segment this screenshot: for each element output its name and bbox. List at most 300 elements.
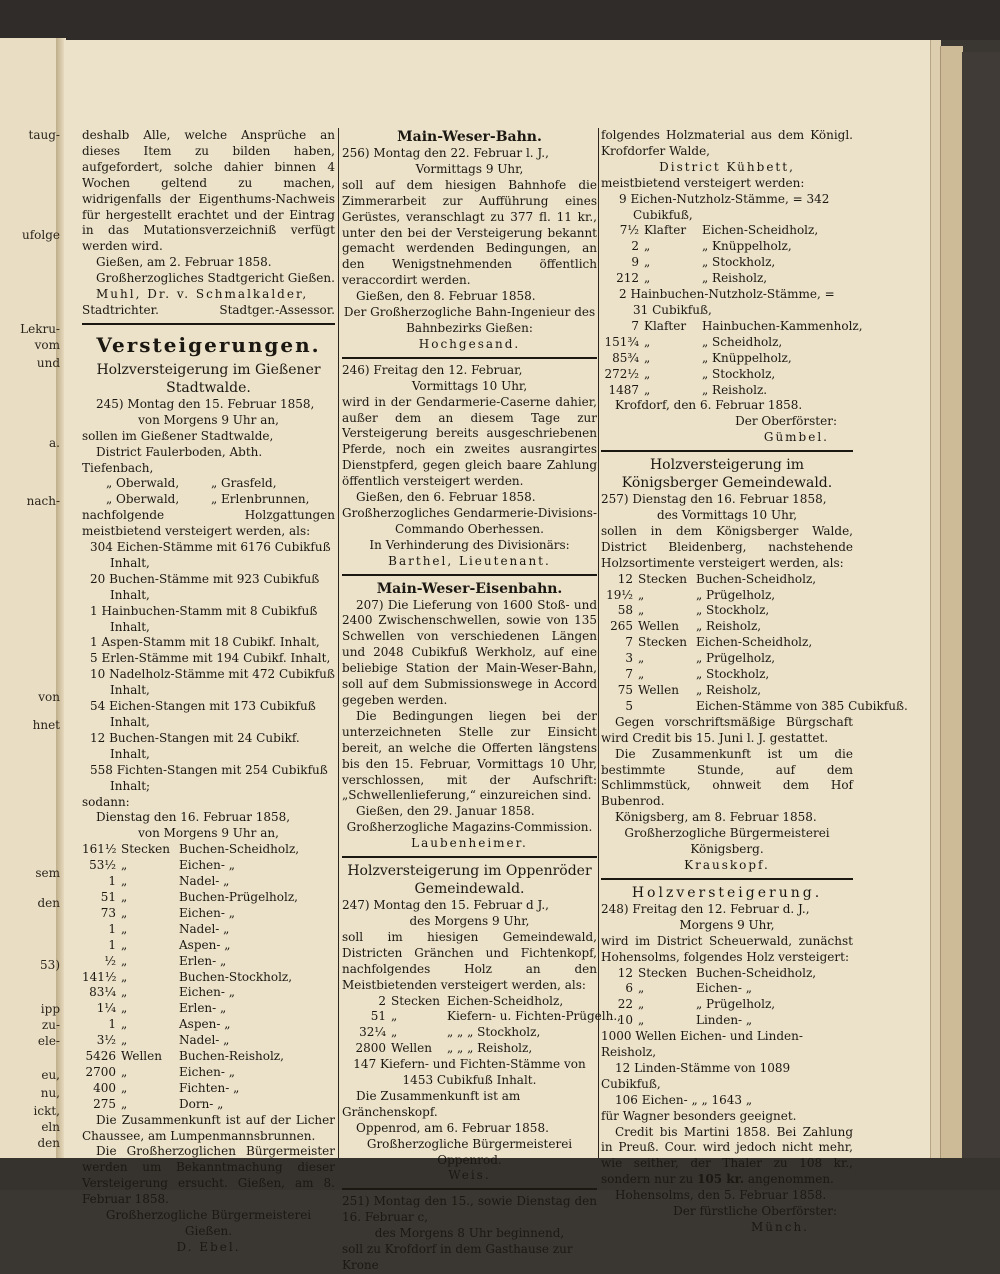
row-quantity: 5 <box>625 698 633 713</box>
notice-heading: Holzversteigerung im Königsberger Gemeindewald. <box>621 457 833 492</box>
notice-signature: Münch. <box>750 1220 809 1234</box>
row-quantity: 2800 <box>355 1041 386 1056</box>
timber-table <box>342 993 621 1058</box>
margin-fragment: den <box>37 1136 60 1150</box>
row-description: Buchen-Scheidholz, <box>696 571 817 586</box>
table-row <box>601 255 853 271</box>
district-b: „ Erlenbrunnen, <box>211 492 310 507</box>
notice-line: des Morgens 8 Uhr beginnend, <box>374 1226 565 1241</box>
row-quantity: 6 <box>625 981 633 996</box>
row-unit: „ <box>644 255 651 270</box>
row-description: Dorn- „ <box>179 1096 224 1111</box>
row-description: Eichen- „ <box>179 858 235 873</box>
section-rule <box>342 1188 597 1190</box>
notice-line <box>82 476 335 492</box>
margin-fragment: eln <box>41 1120 60 1134</box>
notice-text: Die Großherzoglichen Bürgermeister werden um Bekanntmachung dieser Versteigerung ersucht. Gießen, am 8. Februar 1858. <box>82 1144 335 1207</box>
page-edge-stack <box>940 46 963 1158</box>
row-quantity: 2 <box>631 239 639 254</box>
table-row <box>601 318 863 335</box>
row-description: Eichen-Stämme von 385 Cubikfuß. <box>696 698 908 713</box>
row-quantity: 53½ <box>89 858 116 873</box>
table-row <box>82 954 335 970</box>
list-item: 1 Aspen-Stamm mit 18 Cubikf. Inhalt, <box>90 635 320 650</box>
margin-fragment: zu- <box>41 1018 60 1032</box>
notice-text: wird im District Scheuerwald, zunächst Hohensolms, folgendes Holz versteigert: <box>601 933 853 964</box>
row-description: Hainbuchen-Kammenholz, <box>702 318 863 333</box>
row-unit: „ <box>644 366 651 381</box>
row-quantity: 9 <box>631 255 639 270</box>
table-row <box>82 1001 335 1017</box>
row-description: „ Stockholz, <box>696 603 770 618</box>
notice-signature: Barthel, Lieutenant. <box>388 553 551 568</box>
table-row <box>601 667 853 683</box>
row-description: Nadel- „ <box>179 874 230 889</box>
section-rule <box>601 450 853 452</box>
notice-text: Die Bedingungen liegen bei der unterzeichneten Stelle zur Einsicht bereit, an welche die Offerten längstens bis den 15. Februar, Vormittags 10 Uhr, verschlossen, mit der Aufschrift: „Schwellenlieferung,“ einzureichen sind. <box>342 708 597 803</box>
row-quantity: 12 <box>617 965 633 980</box>
row-quantity: 1 <box>108 1017 116 1032</box>
row-unit: „ <box>121 905 128 920</box>
row-unit <box>633 699 690 715</box>
margin-fragment: taug- <box>28 128 60 142</box>
row-unit: Stecken <box>638 635 687 650</box>
table-row <box>82 874 335 890</box>
margin-fragment: ufolge <box>21 228 60 242</box>
table-row <box>82 1049 335 1065</box>
row-unit: „ <box>121 1033 128 1048</box>
notice-signature: Gümbel. <box>763 430 829 445</box>
table-row <box>601 588 853 604</box>
list-item: 1 Hainbuchen-Stamm mit 8 Cubikfuß Inhalt, <box>90 603 318 634</box>
table-row <box>82 858 335 874</box>
row-unit: „ <box>644 350 651 365</box>
notice-titles <box>82 303 335 319</box>
row-unit: „ <box>121 1096 128 1111</box>
table-row <box>601 351 853 367</box>
district-b: „ Grasfeld, <box>211 476 277 491</box>
row-description: „ Prügelholz, <box>696 587 776 602</box>
row-unit: „ <box>391 1009 398 1024</box>
row-quantity: 265 <box>610 619 633 634</box>
notice-heading: Holzversteigerung im Gießener Stadtwalde. <box>96 361 321 396</box>
column-1 <box>82 128 335 1256</box>
timber-table <box>601 966 853 1030</box>
row-description: „ Reisholz, <box>696 619 762 634</box>
row-unit: Klafter <box>644 318 687 333</box>
table-row <box>601 271 853 287</box>
row-unit: „ <box>121 1080 128 1095</box>
table-row <box>82 938 335 954</box>
notice-date: Gießen, den 8. Februar 1858. <box>356 289 536 304</box>
table-row <box>601 1013 853 1029</box>
timber-table <box>601 571 908 715</box>
notice-line: sollen im Gießener Stadtwalde, <box>82 428 274 443</box>
row-quantity: 12 <box>617 571 633 586</box>
table-row <box>342 1009 621 1025</box>
margin-fragment: a. <box>49 436 60 450</box>
table-row <box>601 981 853 997</box>
row-unit: „ <box>121 953 128 968</box>
row-description: Buchen-Reisholz, <box>179 1049 284 1064</box>
row-unit: „ <box>121 1064 128 1079</box>
notice-issuer: Großherzogliches Stadtgericht Gießen. <box>96 271 335 286</box>
notice-line <box>82 492 335 508</box>
table-row <box>82 842 335 858</box>
notice-heading: Main-Weser-Eisenbahn. <box>376 580 563 597</box>
notice-date: Hohensolms, den 5. Februar 1858. <box>615 1188 827 1203</box>
margin-fragment: 53) <box>40 958 60 972</box>
row-unit: „ <box>391 1025 398 1040</box>
row-quantity: 2 <box>378 993 386 1008</box>
notice-line: 1000 Wellen Eichen- und Linden-Reisholz, <box>601 1029 803 1060</box>
notice-text: sollen in dem Königsberger Walde, District Bleidenberg, nachstehende Holzsortimente versteigert werden, als: <box>601 523 853 570</box>
row-unit: „ <box>638 667 645 682</box>
row-unit: „ <box>121 874 128 889</box>
notice-heading: Main-Weser-Bahn. <box>397 129 542 145</box>
row-unit: „ <box>121 921 128 936</box>
row-quantity: 1¼ <box>96 1001 116 1016</box>
table-row <box>601 698 908 715</box>
row-unit: Stecken <box>391 993 440 1008</box>
row-quantity: 3½ <box>96 1033 116 1048</box>
notice-text <box>601 1125 853 1189</box>
margin-fragment: nach- <box>26 494 60 508</box>
row-unit: „ <box>638 603 645 618</box>
notice-line: 247) Montag den 15. Februar d J., <box>342 898 549 913</box>
row-quantity: 32¼ <box>359 1025 386 1040</box>
notice-date: Gießen, am 2. Februar 1858. <box>96 255 272 270</box>
table-row <box>601 966 853 982</box>
section-rule <box>342 357 597 359</box>
row-description: Erlen- „ <box>179 953 227 968</box>
list-item: 20 Buchen-Stämme mit 923 Cubikfuß Inhalt, <box>90 571 320 602</box>
rate-value: 105 kr. <box>697 1172 745 1187</box>
row-unit: „ <box>638 997 645 1012</box>
notice-line: des Morgens 9 Uhr, <box>409 913 530 928</box>
notice-issuer: Großherzogliches Gendarmerie-Divisions-Commando Oberhessen. <box>342 505 597 536</box>
row-quantity: 1 <box>108 937 116 952</box>
row-description: Eichen- „ <box>179 1064 235 1079</box>
row-quantity: 19½ <box>606 587 633 602</box>
section-rule <box>82 323 335 325</box>
row-unit: „ <box>644 271 651 286</box>
table-row <box>601 223 853 239</box>
margin-fragment: nu, <box>40 1086 60 1100</box>
row-quantity: 1487 <box>608 382 639 397</box>
row-description: Buchen-Prügelholz, <box>179 889 298 904</box>
table-row <box>82 1033 335 1049</box>
row-quantity: 3 <box>625 651 633 666</box>
row-quantity: 10 <box>617 1013 633 1028</box>
row-quantity: 272½ <box>604 366 639 381</box>
timber-list <box>82 540 335 795</box>
notice-issuer: Großherzogliche Bürgermeisterei Königsberg. <box>624 826 830 857</box>
table-row <box>601 367 853 383</box>
row-description: Eichen-Scheidholz, <box>696 635 813 650</box>
section-rule <box>601 878 853 880</box>
notice-text: wird in der Gendarmerie-Caserne dahier, außer dem an diesem Tage zur Versteigerung bereits ausgeschriebenen Pferde, noch ein zweites ausrangirtes Dienstpferd, gegen gleich baare Zahlung öffentlich versteigert werden. <box>342 394 597 489</box>
notice-line: von Morgens 9 Uhr an, <box>138 826 279 841</box>
table-row <box>82 985 335 1001</box>
margin-fragment: und <box>36 356 60 370</box>
notice-signature: Laubenheimer. <box>411 836 528 851</box>
table-row <box>601 335 853 351</box>
left-page-fragment <box>0 38 64 1158</box>
row-description: „ Stockholz, <box>702 366 776 381</box>
notice-line: 248) Freitag den 12. Februar d. J., <box>601 901 810 916</box>
notice-heading: Holzversteigerung im Oppenröder Gemeindewald. <box>347 863 592 898</box>
notice-signature: Krauskopf. <box>684 857 770 872</box>
notice-line: 106 Eichen- „ „ 1643 „ <box>615 1092 753 1107</box>
row-quantity: 7 <box>625 635 633 650</box>
column-3 <box>601 128 908 1236</box>
row-description: Kiefern- u. Fichten-Prügelh., <box>447 1009 621 1024</box>
row-quantity: 22 <box>617 997 633 1012</box>
title-left: Stadtrichter. <box>82 302 159 317</box>
row-unit: „ <box>644 334 651 349</box>
notice-line: In Verhinderung des Divisionärs: <box>369 537 570 552</box>
row-unit: „ <box>121 985 128 1000</box>
notice-date: Königsberg, am 8. Februar 1858. <box>615 810 817 825</box>
row-quantity: 275 <box>93 1096 116 1111</box>
list-item: 12 Buchen-Stangen mit 24 Cubikf. Inhalt, <box>90 730 300 761</box>
row-quantity: 7 <box>625 667 633 682</box>
row-description: „ „ „ Reisholz, <box>447 1041 533 1056</box>
row-quantity: 151¾ <box>604 334 639 349</box>
table-row <box>601 997 853 1013</box>
row-unit: „ <box>121 1001 128 1016</box>
margin-fragment: sem <box>35 866 60 880</box>
notice-text: soll im hiesigen Gemeindewald, Districten Gränchen und Fichtenkopf, nachfolgendes Holz an den Meistbietenden versteigert werden, als: <box>342 929 597 992</box>
row-quantity: 7 <box>631 318 639 333</box>
row-description: „ Knüppelholz, <box>702 350 792 365</box>
row-unit: „ <box>121 889 128 904</box>
row-description: „ Reisholz, <box>702 271 768 286</box>
notice-line: 9 Eichen-Nutzholz-Stämme, = 342 Cubikfuß, <box>619 191 830 222</box>
row-description: Eichen-Scheidholz, <box>702 223 819 238</box>
timber-table <box>82 842 335 1112</box>
margin-fragment: eu, <box>41 1068 60 1082</box>
column-rule <box>338 128 339 1158</box>
table-row <box>82 890 335 906</box>
notice-line: Vormittags 10 Uhr, <box>411 378 528 393</box>
notice-issuer: Der Großherzogliche Bahn-Ingenieur des Bahnbezirks Gießen: <box>343 305 596 335</box>
timber-table <box>601 223 853 287</box>
notice-text: Gegen vorschriftsmäßige Bürgschaft wird Credit bis 15. Juni l. J. gestattet. <box>601 714 853 745</box>
list-item: 54 Eichen-Stangen mit 173 Cubikfuß Inhalt, <box>90 699 316 729</box>
margin-fragment: den <box>37 896 60 910</box>
scan-background-top <box>0 0 1000 40</box>
row-quantity: 2700 <box>85 1064 116 1079</box>
list-item: 304 Eichen-Stämme mit 6176 Cubikfuß Inhalt, <box>90 540 331 570</box>
row-quantity: 400 <box>93 1080 116 1095</box>
notice-date: Oppenrod, am 6. Februar 1858. <box>356 1120 549 1135</box>
row-unit: „ <box>121 969 128 984</box>
row-description: Nadel- „ <box>179 1033 230 1048</box>
notice-line: Dienstag den 16. Februar 1858, <box>96 810 291 825</box>
margin-fragment: vom <box>34 338 60 352</box>
table-row <box>82 970 335 986</box>
margin-fragment: hnet <box>32 718 60 732</box>
notice-text: nachfolgende Holzgattungen meistbietend versteigert werden, als: <box>82 508 335 539</box>
section-rule <box>342 856 597 858</box>
notice-line: meistbietend versteigert werden: <box>601 175 805 190</box>
credit-text: Credit bis Martini 1858. Bei Zahlung in Preuß. Cour. wird jedoch nicht mehr, wie seither, der Thaler zu 108 kr., sondern nur zu <box>601 1124 853 1187</box>
table-row <box>82 1065 335 1081</box>
notice-line: soll zu Krofdorf in dem Gasthause zur Krone <box>342 1242 573 1272</box>
row-quantity: 1 <box>108 874 116 889</box>
row-description: Fichten- „ <box>179 1080 240 1095</box>
row-description: Buchen-Stockholz, <box>179 969 293 984</box>
row-unit: „ <box>638 587 645 602</box>
row-unit: „ <box>121 1017 128 1032</box>
notice-text: deshalb Alle, welche Ansprüche an dieses Item zu bilden haben, aufgefordert, solche dahier binnen 4 Wochen geltend zu machen, widrigenfalls der Eigenthums-Nachweis für hergestellt erachtet und der Eintrag in das Mutationsverzeichniß verfügt werden wird. <box>82 128 335 254</box>
notice-issuer: Der fürstliche Oberförster: <box>673 1204 837 1219</box>
table-row <box>601 619 853 635</box>
table-row <box>82 1081 335 1097</box>
row-description: Aspen- „ <box>179 937 231 952</box>
list-item: 558 Fichten-Stangen mit 254 Cubikfuß Inhalt; <box>90 762 328 793</box>
row-quantity: 5426 <box>85 1049 116 1064</box>
table-row <box>601 651 853 667</box>
credit-text-end: angenommen. <box>747 1172 834 1187</box>
row-quantity: 75 <box>617 683 633 697</box>
row-unit: „ <box>121 858 128 873</box>
notice-date: Krofdorf, den 6. Februar 1858. <box>615 398 803 413</box>
title-right: Stadtger.-Assessor. <box>219 302 335 317</box>
table-row <box>82 1017 335 1033</box>
notice-text: Die Zusammenkunft ist auf der Licher Chaussee, am Lumpenmannsbrunnen. <box>82 1112 335 1143</box>
notice-text: Die Zusammenkunft ist um die bestimmte Stunde, auf dem Schlimmstück, ohnweit dem Hof Bubenrod. <box>601 746 853 809</box>
row-unit: „ <box>644 382 651 397</box>
row-description: „ Knüppelholz, <box>702 239 792 254</box>
row-description: „ Stockholz, <box>702 255 776 270</box>
row-description: Aspen- „ <box>179 1017 231 1032</box>
table-row <box>601 635 853 651</box>
table-row <box>342 994 597 1010</box>
row-unit: Wellen <box>638 619 679 634</box>
notice-line: von Morgens 9 Uhr an, <box>138 412 279 427</box>
row-unit: Stecken <box>121 842 170 857</box>
notice-line: Morgens 9 Uhr, <box>679 917 775 932</box>
notice-line: 147 Kiefern- und Fichten-Stämme von 1453 Cubikfuß Inhalt. <box>353 1057 586 1088</box>
notice-date: Gießen, den 29. Januar 1858. <box>356 804 535 819</box>
notice-line: des Vormittags 10 Uhr, <box>656 508 798 523</box>
book-cover-edge <box>962 52 1000 1162</box>
row-description: „ Reisholz. <box>702 382 768 397</box>
notice-text: soll auf dem hiesigen Bahnhofe die Zimmerarbeit zur Aufführung eines Gerüstes, veranschlagt zu 377 fl. 11 kr., unter den bei der Versteigerung bekannt gemacht werdenden Bedingungen, an den Wenigstnehmenden öffentlich veraccordirt werden. <box>342 177 597 288</box>
table-row <box>82 922 335 938</box>
timber-table <box>601 318 863 399</box>
table-row <box>601 603 853 619</box>
row-unit: Wellen <box>638 683 679 697</box>
table-row <box>601 572 853 588</box>
margin-fragment: ele- <box>37 1034 60 1048</box>
notice-issuer: Großherzogliche Bürgermeisterei Oppenrod. <box>366 1136 573 1167</box>
notice-issuer: Großherzogliche Bürgermeisterei Gießen. <box>105 1208 312 1238</box>
row-description: Eichen- „ <box>179 985 235 1000</box>
table-row <box>82 1097 335 1113</box>
notice-line: 12 Linden-Stämme von 1089 Cubikfuß, <box>601 1060 791 1091</box>
row-unit: Klafter <box>644 223 687 238</box>
notice-line: 246) Freitag den 12. Februar, <box>342 362 523 377</box>
row-quantity: 85¾ <box>612 350 639 365</box>
notice-line: 2 Hainbuchen-Nutzholz-Stämme, = 31 Cubikfuß, <box>619 287 835 317</box>
notice-line: 256) Montag den 22. Februar l. J., <box>342 146 549 160</box>
row-description: Eichen- „ <box>179 905 235 920</box>
margin-fragment: von <box>38 690 60 704</box>
column-rule <box>598 128 599 1158</box>
table-row <box>601 239 853 255</box>
row-quantity: 83¼ <box>89 985 116 1000</box>
row-description: Eichen- „ <box>696 981 752 996</box>
row-description: „ Prügelholz, <box>696 651 776 666</box>
row-quantity: 161½ <box>82 842 117 857</box>
row-quantity: 58 <box>617 603 633 618</box>
list-item: 10 Nadelholz-Stämme mit 472 Cubikfuß Inhalt, <box>90 667 335 698</box>
row-description: Buchen-Scheidholz, <box>179 842 300 857</box>
row-unit: Wellen <box>391 1041 432 1056</box>
row-unit: Wellen <box>121 1049 162 1064</box>
row-unit: „ <box>644 239 651 254</box>
notice-signature: Muhl, Dr. v. Schmalkalder, <box>96 287 309 302</box>
notice-date: Gießen, den 6. Februar 1858. <box>356 490 536 505</box>
notice-line: Die Zusammenkunft ist am Gränchenskopf. <box>342 1088 521 1119</box>
table-row <box>601 683 853 699</box>
notice-line: Vormittags 9 Uhr, <box>415 161 524 176</box>
notice-text: 207) Die Lieferung von 1600 Stoß- und 2400 Zwischenschwellen, sowie von 135 Schwellen von verschiedenen Längen und 2048 Cubikfuß Werkholz, auf eine beliebige Station der Main-Weser-Bahn, soll auf dem Submissionswege in Accord gegeben werden. <box>342 597 597 707</box>
notice-signature: Hochgesand. <box>418 336 521 351</box>
row-description: Buchen-Scheidholz, <box>696 965 817 980</box>
row-description: Erlen- „ <box>179 1001 227 1016</box>
table-row <box>601 383 853 399</box>
row-description: „ Scheidholz, <box>702 334 783 349</box>
notice-line: 245) Montag den 15. Februar 1858, <box>96 396 315 411</box>
notice-line: 251) Montag den 15., sowie Dienstag den 16. Februar c, <box>342 1194 597 1225</box>
section-heading: Versteigerungen. <box>96 332 321 357</box>
row-quantity: 212 <box>616 271 639 286</box>
margin-fragment: Lekru- <box>20 322 60 336</box>
row-description: Nadel- „ <box>179 921 230 936</box>
row-unit: „ <box>638 651 645 666</box>
notice-heading: Holzversteigerung. <box>631 884 823 901</box>
notice-line: District Faulerboden, Abth. Tiefenbach, <box>82 444 263 475</box>
row-unit: „ <box>638 1013 645 1028</box>
table-row <box>82 906 335 922</box>
row-description: „ Prügelholz, <box>696 997 776 1012</box>
row-unit: „ <box>121 937 128 952</box>
row-quantity: 51 <box>100 889 116 904</box>
row-description: „ „ „ Stockholz, <box>447 1025 541 1040</box>
margin-fragment: ipp <box>40 1002 60 1016</box>
table-row <box>342 1041 597 1057</box>
row-quantity: ½ <box>104 953 116 968</box>
row-description: Linden- „ <box>696 1013 753 1028</box>
row-description: „ Reisholz, <box>696 683 762 697</box>
row-quantity: 1 <box>108 921 116 936</box>
row-quantity: 141½ <box>82 969 117 984</box>
margin-fragment: ickt, <box>33 1104 60 1118</box>
notice-line: District Kühbett, <box>659 159 795 174</box>
notice-signature: Weis. <box>448 1168 491 1183</box>
row-quantity: 73 <box>100 905 116 920</box>
row-description: „ Stockholz, <box>696 667 770 682</box>
notice-issuer: Großherzogliche Magazins-Commission. <box>346 820 593 835</box>
notice-text: folgendes Holzmaterial aus dem Königl. Krofdorfer Walde, <box>601 128 853 158</box>
row-quantity: 7½ <box>619 223 639 238</box>
notice-line: 257) Dienstag den 16. Februar 1858, <box>601 492 827 507</box>
